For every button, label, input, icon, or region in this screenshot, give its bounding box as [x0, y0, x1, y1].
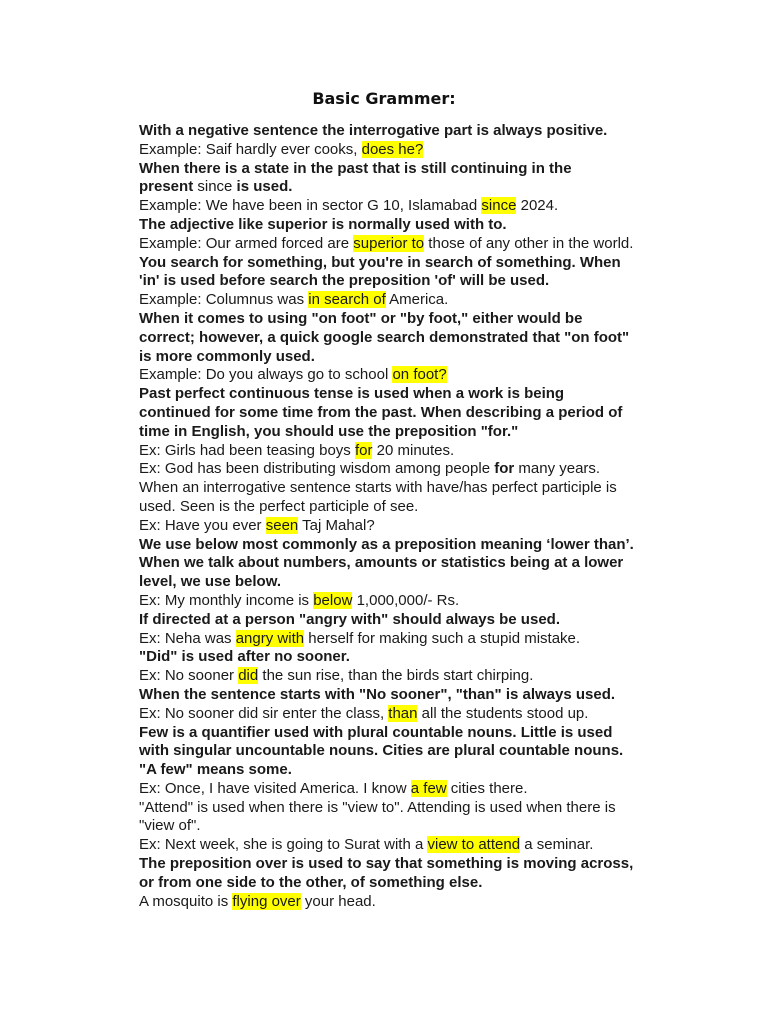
line-text: continued for some time from the past. When describing a period of	[139, 403, 623, 421]
line-text: is used.	[236, 178, 293, 196]
text-line	[139, 197, 679, 216]
bold-word: for	[494, 460, 515, 478]
line-text: 2024.	[516, 197, 559, 215]
highlighted-phrase: than	[388, 704, 418, 722]
text-line	[139, 423, 679, 442]
line-text: The adjective like superior is normally used with to.	[139, 215, 507, 233]
text-line	[139, 554, 679, 573]
line-text: Ex: Next week, she is going to Surat with a	[139, 836, 428, 854]
line-text: Ex: Have you ever	[139, 516, 266, 534]
highlighted-phrase: a few	[410, 779, 447, 797]
line-text: cities there.	[446, 779, 528, 797]
line-text: many years.	[514, 460, 601, 478]
line-text: a seminar.	[520, 836, 594, 854]
text-line	[139, 479, 679, 498]
line-text: 20 minutes.	[372, 441, 455, 459]
line-text: "view of".	[139, 817, 201, 835]
highlighted-phrase: below	[313, 591, 353, 609]
text-line	[139, 630, 679, 649]
line-text: With a negative sentence the interrogative part is always positive.	[139, 122, 608, 139]
highlighted-phrase: in search of	[308, 291, 386, 309]
line-text: 1,000,000/- Rs.	[352, 591, 460, 609]
line-text: Ex: My monthly income is	[139, 591, 314, 609]
line-text: Example: Our armed forced are	[139, 234, 354, 252]
line-text: Example: Columnus was	[139, 291, 309, 309]
line-text: When we talk about numbers, amounts or statistics being at a lower	[139, 554, 624, 572]
line-text: "A few" means some.	[139, 761, 292, 779]
line-text: "Attend" is used when there is "view to". Attending is used when there is	[139, 798, 616, 816]
text-line	[139, 254, 679, 273]
text-line	[139, 235, 679, 254]
highlighted-phrase: angry with	[235, 629, 305, 647]
line-text: If directed at a person "angry with" should always be used.	[139, 610, 560, 628]
text-line	[139, 573, 679, 592]
text-line	[139, 216, 679, 235]
line-text: When it comes to using "on foot" or "by foot," either would be	[139, 309, 583, 327]
line-text: correct; however, a quick google search demonstrated that "on foot"	[139, 328, 630, 346]
line-text: You search for something, but you're in search of something. When	[139, 253, 621, 271]
text-line	[139, 836, 679, 855]
text-line	[139, 310, 679, 329]
line-text: 'in' is used before search the preposition 'of' will be used.	[139, 272, 550, 290]
text-line	[139, 122, 679, 141]
line-text: Example: We have been in sector G 10, Islamabad	[139, 197, 482, 215]
text-line	[139, 817, 679, 836]
line-text: A mosquito is	[139, 892, 233, 910]
line-text: When the sentence starts with "No sooner", "than" is always used.	[139, 685, 616, 703]
text-line	[139, 366, 679, 385]
text-line	[139, 705, 679, 724]
line-text: all the students stood up.	[417, 704, 589, 722]
text-line	[139, 780, 679, 799]
text-line	[139, 385, 679, 404]
text-line	[139, 761, 679, 780]
text-line	[139, 272, 679, 291]
text-line	[139, 442, 679, 461]
highlighted-phrase: view to attend	[427, 836, 521, 854]
line-text: or from one side to the other, of something else.	[139, 873, 483, 891]
line-text: When there is a state in the past that is still continuing in the	[139, 159, 572, 177]
line-text: since	[193, 178, 237, 196]
line-text: When an interrogative sentence starts with have/has perfect participle is	[139, 479, 617, 497]
text-line	[139, 141, 679, 160]
line-text: present	[139, 178, 194, 196]
line-text: Example: Do you always go to school	[139, 366, 393, 384]
text-line	[139, 329, 679, 348]
text-line	[139, 855, 679, 874]
line-text: America.	[385, 291, 449, 309]
text-line	[139, 686, 679, 705]
highlighted-phrase: seen	[265, 516, 299, 534]
text-line	[139, 874, 679, 893]
text-line	[139, 742, 679, 761]
text-line	[139, 611, 679, 630]
text-line	[139, 404, 679, 423]
text-line	[139, 893, 679, 912]
line-text: Ex: Girls had been teasing boys	[139, 441, 355, 459]
text-line	[139, 160, 679, 179]
line-text: Few is a quantifier used with plural countable nouns. Little is used	[139, 723, 613, 741]
line-text: The preposition over is used to say that something is moving across,	[139, 855, 634, 873]
line-text: Example: Saif hardly ever cooks,	[139, 140, 362, 158]
highlighted-phrase: flying over	[232, 892, 301, 910]
line-text: We use below most commonly as a preposition meaning ‘lower than’.	[139, 535, 634, 553]
line-text: Ex: Neha was	[139, 629, 236, 647]
line-text: Ex: No sooner did sir enter the class,	[139, 704, 389, 722]
line-text: time in English, you should use the preposition "for."	[139, 422, 519, 440]
line-text: Taj Mahal?	[298, 516, 375, 534]
text-line	[139, 517, 679, 536]
line-text: level, we use below.	[139, 573, 282, 591]
page-title: Basic Grammer:	[312, 89, 456, 108]
text-line	[139, 724, 679, 743]
highlighted-phrase: superior to	[353, 234, 425, 252]
highlighted-phrase: does he?	[361, 140, 424, 158]
highlighted-phrase: did	[238, 667, 259, 685]
line-text: your head.	[300, 892, 376, 910]
line-text: is more commonly used.	[139, 347, 315, 365]
line-text: herself for making such a stupid mistake.	[304, 629, 581, 647]
highlighted-phrase: on foot?	[392, 366, 447, 384]
line-text: those of any other in the world.	[424, 234, 634, 252]
line-text: Past perfect continuous tense is used when a work is being	[139, 385, 565, 403]
text-line	[139, 536, 679, 555]
text-line	[139, 592, 679, 611]
highlighted-phrase: for	[354, 441, 373, 459]
text-line	[139, 667, 679, 686]
text-line	[139, 291, 679, 310]
line-text: used. Seen is the perfect participle of see.	[139, 497, 419, 515]
text-line	[139, 460, 679, 479]
text-line	[139, 348, 679, 367]
highlighted-phrase: since	[481, 197, 517, 215]
line-text: with singular uncountable nouns. Cities are plural countable nouns.	[139, 742, 624, 760]
line-text: Ex: No sooner	[139, 667, 239, 685]
document-body	[139, 122, 679, 911]
line-text: Ex: God has been distributing wisdom among people	[139, 460, 495, 478]
text-line	[139, 178, 679, 197]
text-line	[139, 498, 679, 517]
text-line	[139, 648, 679, 667]
line-text: Ex: Once, I have visited America. I know	[139, 779, 411, 797]
line-text: the sun rise, than the birds start chirping.	[258, 667, 534, 685]
line-text: "Did" is used after no sooner.	[139, 648, 350, 666]
text-line	[139, 799, 679, 818]
